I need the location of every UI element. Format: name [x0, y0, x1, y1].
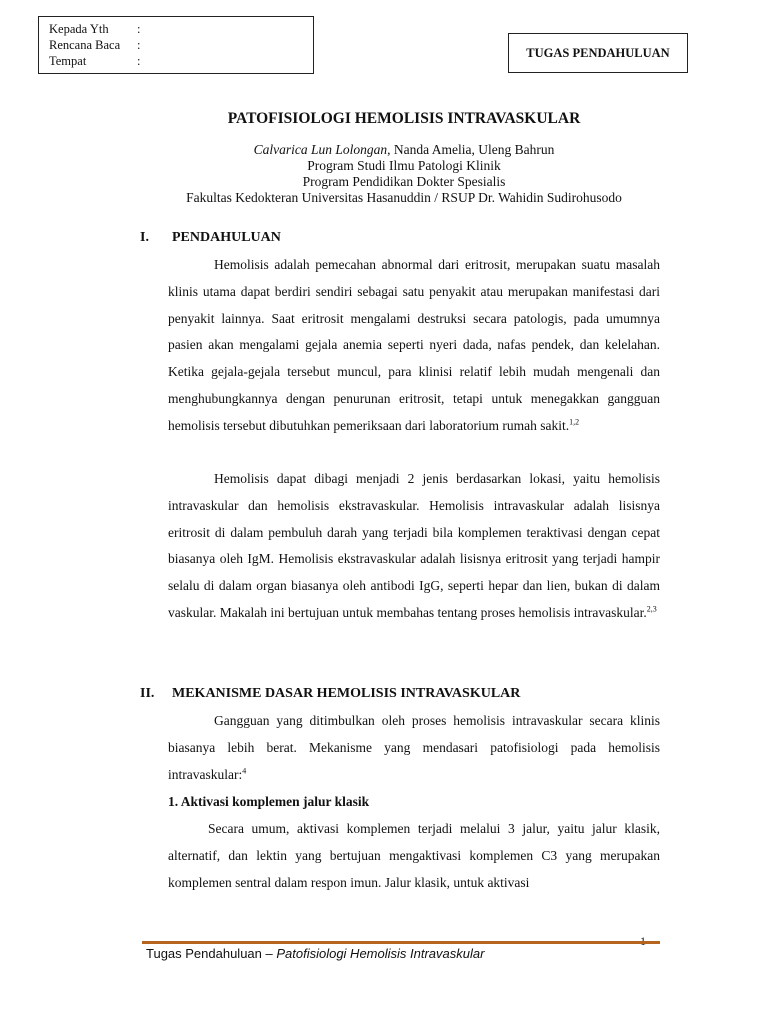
address-colon: : — [137, 54, 141, 68]
address-label: Rencana Baca — [49, 38, 121, 52]
paragraph-mechanism-1 — [168, 708, 660, 788]
paragraph-text: Gangguan yang ditimbulkan oleh proses hemolisis intravaskular secara klinis biasanya lebih berat. Mekanisme yang mendasari patofisiologi pada hemolisis intravaskular: — [168, 713, 660, 782]
author-line — [0, 142, 768, 158]
section-number: I. — [140, 230, 149, 245]
address-colon: : — [137, 22, 141, 36]
citation: 2,3 — [646, 604, 657, 614]
section-title: PENDAHULUAN — [172, 230, 281, 245]
address-label: Tempat — [49, 54, 87, 68]
section-title: MEKANISME DASAR HEMOLISIS INTRAVASKULAR — [172, 686, 521, 701]
section-heading-2 — [140, 686, 520, 702]
address-label: Kepada Yth — [49, 22, 109, 36]
address-colon: : — [137, 38, 141, 52]
subsection-heading: 1. Aktivasi komplemen jalur klasik — [168, 794, 370, 809]
assignment-tag: TUGAS PENDAHULUAN — [508, 33, 688, 73]
faculty-line: Fakultas Kedokteran Universitas Hasanuddin / RSUP Dr. Wahidin Sudirohusodo — [186, 190, 622, 205]
document-title: PATOFISIOLOGI HEMOLISIS INTRAVASKULAR — [227, 110, 581, 127]
author-block — [0, 142, 768, 206]
paragraph-mechanism-2 — [168, 816, 660, 896]
citation: 4 — [242, 766, 247, 776]
footer-prefix: Tugas Pendahuluan – — [146, 946, 277, 961]
paragraph-text: Hemolisis dapat dibagi menjadi 2 jenis berdasarkan lokasi, yaitu hemolisis intravaskular dan hemolisis ekstravaskular. Hemolisis intravaskular adalah lisisnya eritrosit di dalam pembuluh darah yang terjadi bila komplemen teraktivasi dengan cepat biasanya oleh IgM. Hemolisis ekstravaskular adalah lisisnya eritrosit yang terjadi hampir selalu di dalam organ biasanya oleh antibodi IgG, seperti hepar dan lien, bukan di dalam vaskular. Makalah ini bertujuan untuk membahas tentang proses hemolisis intravaskular. — [168, 471, 660, 620]
program-line: Program Studi Ilmu Patologi Klinik — [307, 158, 501, 173]
lead-author: Calvarica Lun Lolongan — [253, 142, 388, 157]
paragraph-intro-2 — [168, 466, 660, 627]
address-row-reading-plan — [49, 37, 313, 53]
citation: 1,2 — [569, 417, 580, 427]
footer-divider — [142, 941, 660, 944]
paragraph-text: Hemolisis adalah pemecahan abnormal dari eritrosit, merupakan suatu masalah klinis utama dapat berdiri sendiri sebagai satu penyakit atau merupakan manifestasi dari penyakit lainnya. Saat eritrosit mengalami destruksi secara patologis, pada umumnya pasien akan mengalami gejala anemia seperti nyeri dada, nafas pendek, dan kelelahan. Ketika gejala-gejala tersebut muncul, para klinisi relatif lebih mudah mengenali dan menghubungkannya dengan penurunan eritrosit, tetapi untuk menegakkan gangguan hemolisis tersebut dibutuhkan pemeriksaan dari laboratorium rumah sakit. — [168, 257, 660, 433]
paragraph-intro-1 — [168, 252, 660, 440]
paragraph-text: Secara umum, aktivasi komplemen terjadi melalui 3 jalur, yaitu jalur klasik, alternatif, dan lektin yang bertujuan mengaktivasi komplemen C3 yang merupakan komplemen sentral dalam respon imun. Jalur klasik, untuk aktivasi — [168, 821, 660, 890]
section-number: II. — [140, 686, 155, 701]
footer-title: Patofisiologi Hemolisis Intravaskular — [276, 946, 485, 961]
address-row-recipient — [49, 21, 313, 37]
section-heading-1 — [140, 230, 281, 246]
address-box — [38, 16, 314, 74]
running-footer — [146, 946, 484, 961]
education-line: Program Pendidikan Dokter Spesialis — [302, 174, 506, 189]
address-row-place — [49, 53, 313, 69]
co-authors: , Nanda Amelia, Uleng Bahrun — [387, 142, 555, 157]
